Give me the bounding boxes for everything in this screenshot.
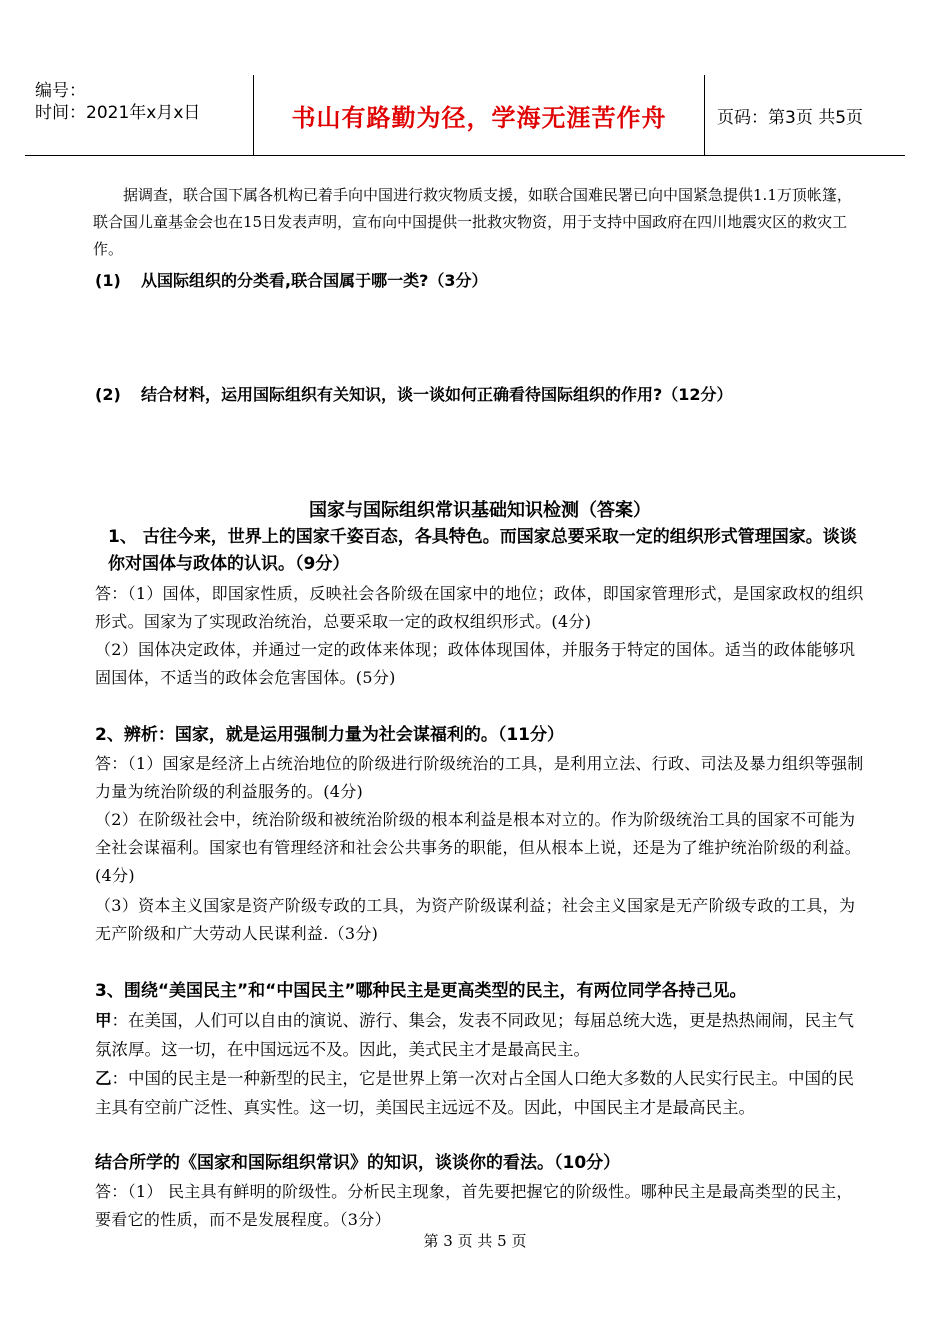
q2-answer-1: 答：（1）国家是经济上占统治地位的阶级进行阶级统治的工具，是利用立法、行政、司法及暴力组织等强制力量为统治阶级的利益服务的。(4分)	[95, 754, 864, 801]
q3-jia-text: ：在美国，人们可以自由的演说、游行、集会，发表不同政见；每届总统大选，更是热热闹闹，民主气氛浓厚。这一切，在中国远远不及。因此，美式民主才是最高民主。	[95, 1011, 854, 1059]
page-code: 页码：第3页 共5页	[717, 107, 864, 128]
q2-question: 2、辨析：国家，就是运用强制力量为社会谋福利的。（11分）	[95, 725, 564, 745]
q3-yi-text: ：中国的民主是一种新型的民主，它是世界上第一次对占全国人口绝大多数的人民实行民主。中国的民主具有空前广泛性、真实性。这一切，美国民主远远不及。因此，中国民主才是最高民主。	[95, 1069, 854, 1117]
document-number-label: 编号：	[35, 81, 86, 101]
question-1	[95, 268, 865, 294]
q3-question: 3、围绕“美国民主”和“中国民主”哪种民主是更高类型的民主，有两位同学各持己见。	[95, 981, 747, 1001]
answer-title: 国家与国际组织常识基础知识检测（答案）	[309, 500, 651, 521]
q2-answer-2: （2）在阶级社会中，统治阶级和被统治阶级的根本利益是根本对立的。作为阶级统治工具的国家不可能为全社会谋福利。国家也有管理经济和社会公共事务的职能，但从根本上说，还是为了维护统治阶级的利益。(4分)	[95, 810, 862, 885]
q3-answer-1: 答：（1） 民主具有鲜明的阶级性。分析民主现象，首先要把握它的阶级性。哪种民主是最高类型的民主，要看它的性质，而不是发展程度。（3分）	[95, 1182, 853, 1229]
motto-text: 书山有路勤为径，学海无涯苦作舟	[291, 103, 667, 132]
question-1-number: (1)	[95, 271, 121, 290]
page-footer: 第 3 页 共 5 页	[423, 1232, 527, 1250]
header-motto-cell	[254, 75, 705, 155]
page-header	[25, 75, 905, 156]
document-time-label: 时间：2021年x月x日	[35, 103, 201, 123]
q3-view-jia	[95, 1006, 865, 1064]
q3-prompt: 结合所学的《国家和国际组织常识》的知识，谈谈你的看法。（10分）	[95, 1153, 621, 1173]
header-page-cell	[705, 75, 905, 155]
q2-answer-3: （3）资本主义国家是资产阶级专政的工具，为资产阶级谋利益；社会主义国家是无产阶级专政的工具，为无产阶级和广大劳动人民谋利益.（3分)	[95, 896, 856, 943]
question-2	[95, 382, 865, 408]
q3-yi-label: 乙	[95, 1069, 112, 1088]
question-2-number: (2)	[95, 385, 121, 404]
question-1-text: 从国际组织的分类看,联合国属于哪一类?（3分）	[141, 271, 488, 290]
q3-jia-label: 甲	[95, 1011, 112, 1030]
q1-answer-2: （2）国体决定政体，并通过一定的政体来体现；政体体现国体，并服务于特定的国体。适当的政体能够巩固国体，不适当的政体会危害国体。(5分)	[95, 640, 856, 687]
q1-answer-1: 答：（1）国体，即国家性质，反映社会各阶级在国家中的地位；政体，即国家管理形式，是国家政权的组织形式。国家为了实现政治统治，总要采取一定的政权组织形式。(4分)	[95, 584, 864, 631]
question-2-text: 结合材料，运用国际组织有关知识，谈一谈如何正确看待国际组织的作用?（12分）	[141, 385, 733, 404]
q1-question: 1、 古往今来，世界上的国家千姿百态，各具特色。而国家总要采取一定的组织形式管理国家。谈谈你对国体与政体的认识。（9分）	[108, 527, 857, 574]
header-info-cell	[25, 75, 254, 155]
q3-view-yi	[95, 1064, 865, 1122]
material-paragraph: 据调查，联合国下属各机构已着手向中国进行救灾物质支援，如联合国难民署已向中国紧急提供1.1万顶帐篷，联合国儿童基金会也在15日发表声明，宣布向中国提供一批救灾物资，用于支持中国政府在四川地震灾区的救灾工作。	[93, 186, 852, 258]
